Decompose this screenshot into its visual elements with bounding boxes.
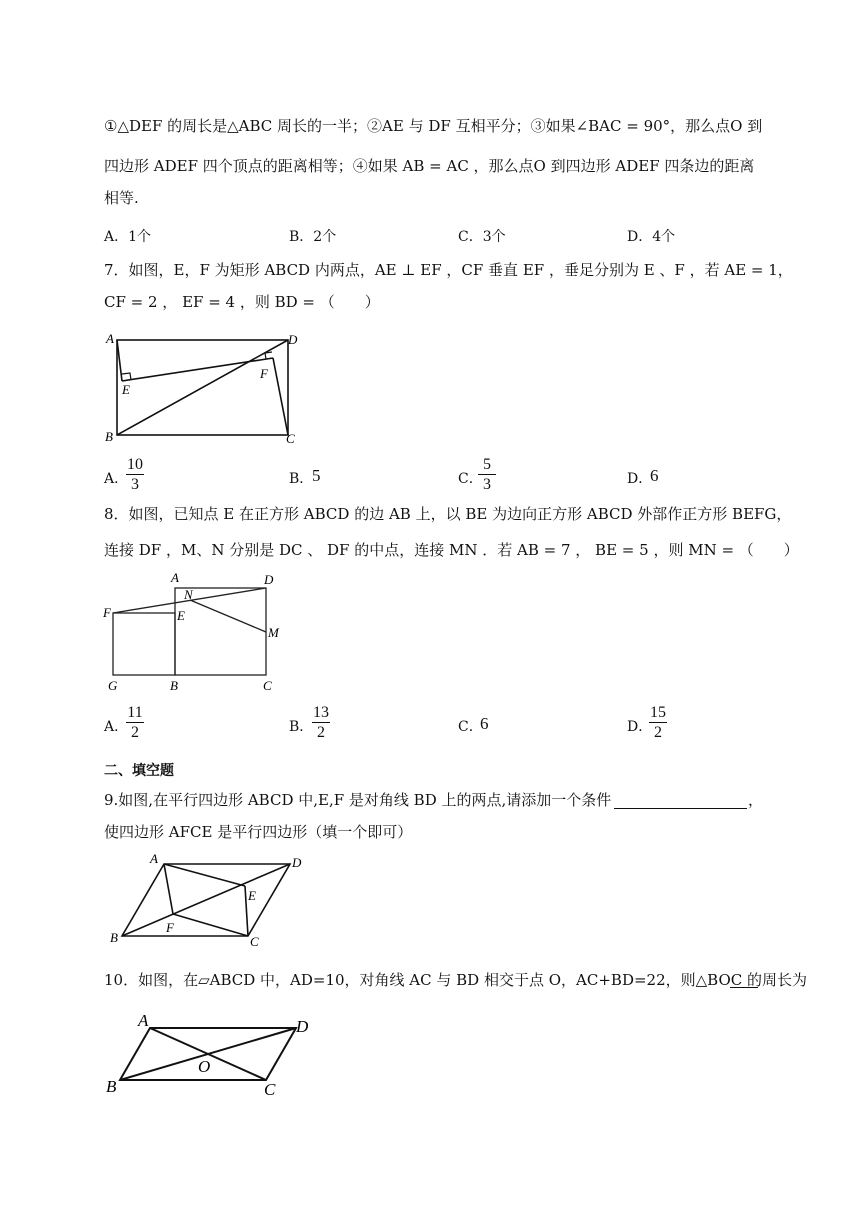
q8-option-d-letter: D． (627, 719, 653, 735)
q6-statement-line3: 相等. (104, 189, 139, 207)
label-d: D (292, 855, 302, 870)
label-f: F (166, 920, 174, 935)
q7-option-a-fraction: 10 3 (127, 456, 143, 493)
q8-option-b-letter: B． (289, 719, 314, 735)
q8-stem-line2: 连接 DF ，M、N 分别是 DC 、 DF 的中点，连接 MN ．若 AB = 7 ， BE = 5 ，则 MN = （ ） (104, 541, 799, 559)
label-d: D (264, 572, 274, 587)
q9-stem-line2: 使四边形 AFCE 是平行四边形（填一个即可） (104, 823, 413, 841)
segment-af (164, 864, 173, 914)
square-befg (113, 613, 175, 675)
label-n: N (184, 587, 193, 602)
label-b: B (106, 1077, 117, 1096)
q9-parallelogram-figure (100, 850, 320, 950)
label-e: E (177, 608, 185, 623)
label-d: D (296, 1017, 309, 1036)
segment-fc (173, 914, 248, 936)
q9-answer-blank[interactable] (614, 808, 747, 809)
q9-stem-line1: 9.如图,在平行四边形 ABCD 中,E,F 是对角线 BD 上的两点,请添加一个条件 (104, 791, 612, 809)
label-f: F (103, 605, 111, 620)
q6-option-b: B．2个 (289, 229, 337, 245)
q10-parallelogram-figure (100, 1006, 320, 1102)
q8-option-a-letter: A． (104, 719, 129, 735)
label-b: B (110, 930, 118, 945)
segment-mn (190, 600, 266, 632)
q8-option-d-fraction: 15 2 (650, 704, 666, 741)
q8-option-c-letter: C． (458, 719, 483, 735)
q7-option-a-letter: A． (104, 471, 129, 487)
label-c: C (250, 934, 259, 949)
label-a: A (150, 851, 158, 866)
label-a: A (138, 1011, 149, 1030)
label-e: E (122, 382, 130, 397)
q8-stem-line1: 8．如图，已知点 E 在正方形 ABCD 的边 AB 上，以 BE 为边向正方形 ABCD 外部作正方形 BEFG， (104, 505, 792, 523)
label-c: C (286, 431, 295, 446)
label-a: A (106, 331, 114, 346)
label-g: G (108, 678, 118, 693)
q7-option-d-value: 6 (650, 466, 659, 485)
diagonal-bd (117, 340, 288, 435)
segment-fc (273, 358, 288, 435)
q6-option-a: A．1个 (104, 229, 152, 245)
label-b: B (170, 678, 178, 693)
q6-statement-line1: ①△DEF 的周长是△ABC 周长的一半；②AE 与 DF 互相平分；③如果∠BAC = 90°，那么点O 到 (104, 117, 763, 135)
q8-option-c-value: 6 (480, 714, 489, 733)
q10-stem: 10．如图，在▱ABCD 中，AD=10，对角线 AC 与 BD 相交于点 O，AC+BD=22，则△BOC 的周长为 (104, 971, 808, 989)
segment-ea (164, 864, 245, 886)
label-c: C (264, 1080, 276, 1099)
q8-squares-figure (100, 570, 300, 694)
q7-stem-line1: 7．如图，E，F 为矩形 ABCD 内两点，AE ⊥ EF ，CF 垂直 EF ，垂足分别为 E 、F ，若 AE = 1， (104, 261, 793, 279)
section-heading-fill-in: 二、填空题 (104, 763, 174, 779)
label-m: M (268, 625, 279, 640)
label-a: A (171, 570, 179, 585)
label-b: B (105, 429, 113, 444)
label-c: C (263, 678, 272, 693)
q8-option-a-fraction: 11 2 (127, 704, 143, 741)
label-f: F (260, 366, 268, 381)
q9-stem-line1-end: ， (748, 791, 764, 809)
q6-statement-line2: 四边形 ADEF 四个顶点的距离相等；④如果 AB = AC ，那么点O 到四边形 ADEF 四条边的距离 (104, 157, 755, 175)
q7-stem-line2: CF = 2 ， EF = 4 ，则 BD = （ ） (104, 293, 380, 311)
q8-option-b-fraction: 13 2 (313, 704, 329, 741)
q7-option-d-letter: D． (627, 471, 653, 487)
q6-option-d: D．4个 (627, 229, 676, 245)
q7-option-c-letter: C． (458, 471, 483, 487)
q10-answer-blank[interactable] (730, 987, 758, 988)
label-o: O (198, 1057, 211, 1076)
q7-option-c-fraction: 5 3 (478, 456, 496, 493)
q7-option-b-value: 5 (312, 466, 321, 485)
q6-option-c: C．3个 (458, 229, 506, 245)
right-angle-mark-e (122, 373, 131, 380)
q7-rectangle-figure (100, 328, 310, 448)
label-d: D (288, 332, 298, 347)
q7-option-b-letter: B． (289, 471, 314, 487)
label-e: E (248, 888, 256, 903)
